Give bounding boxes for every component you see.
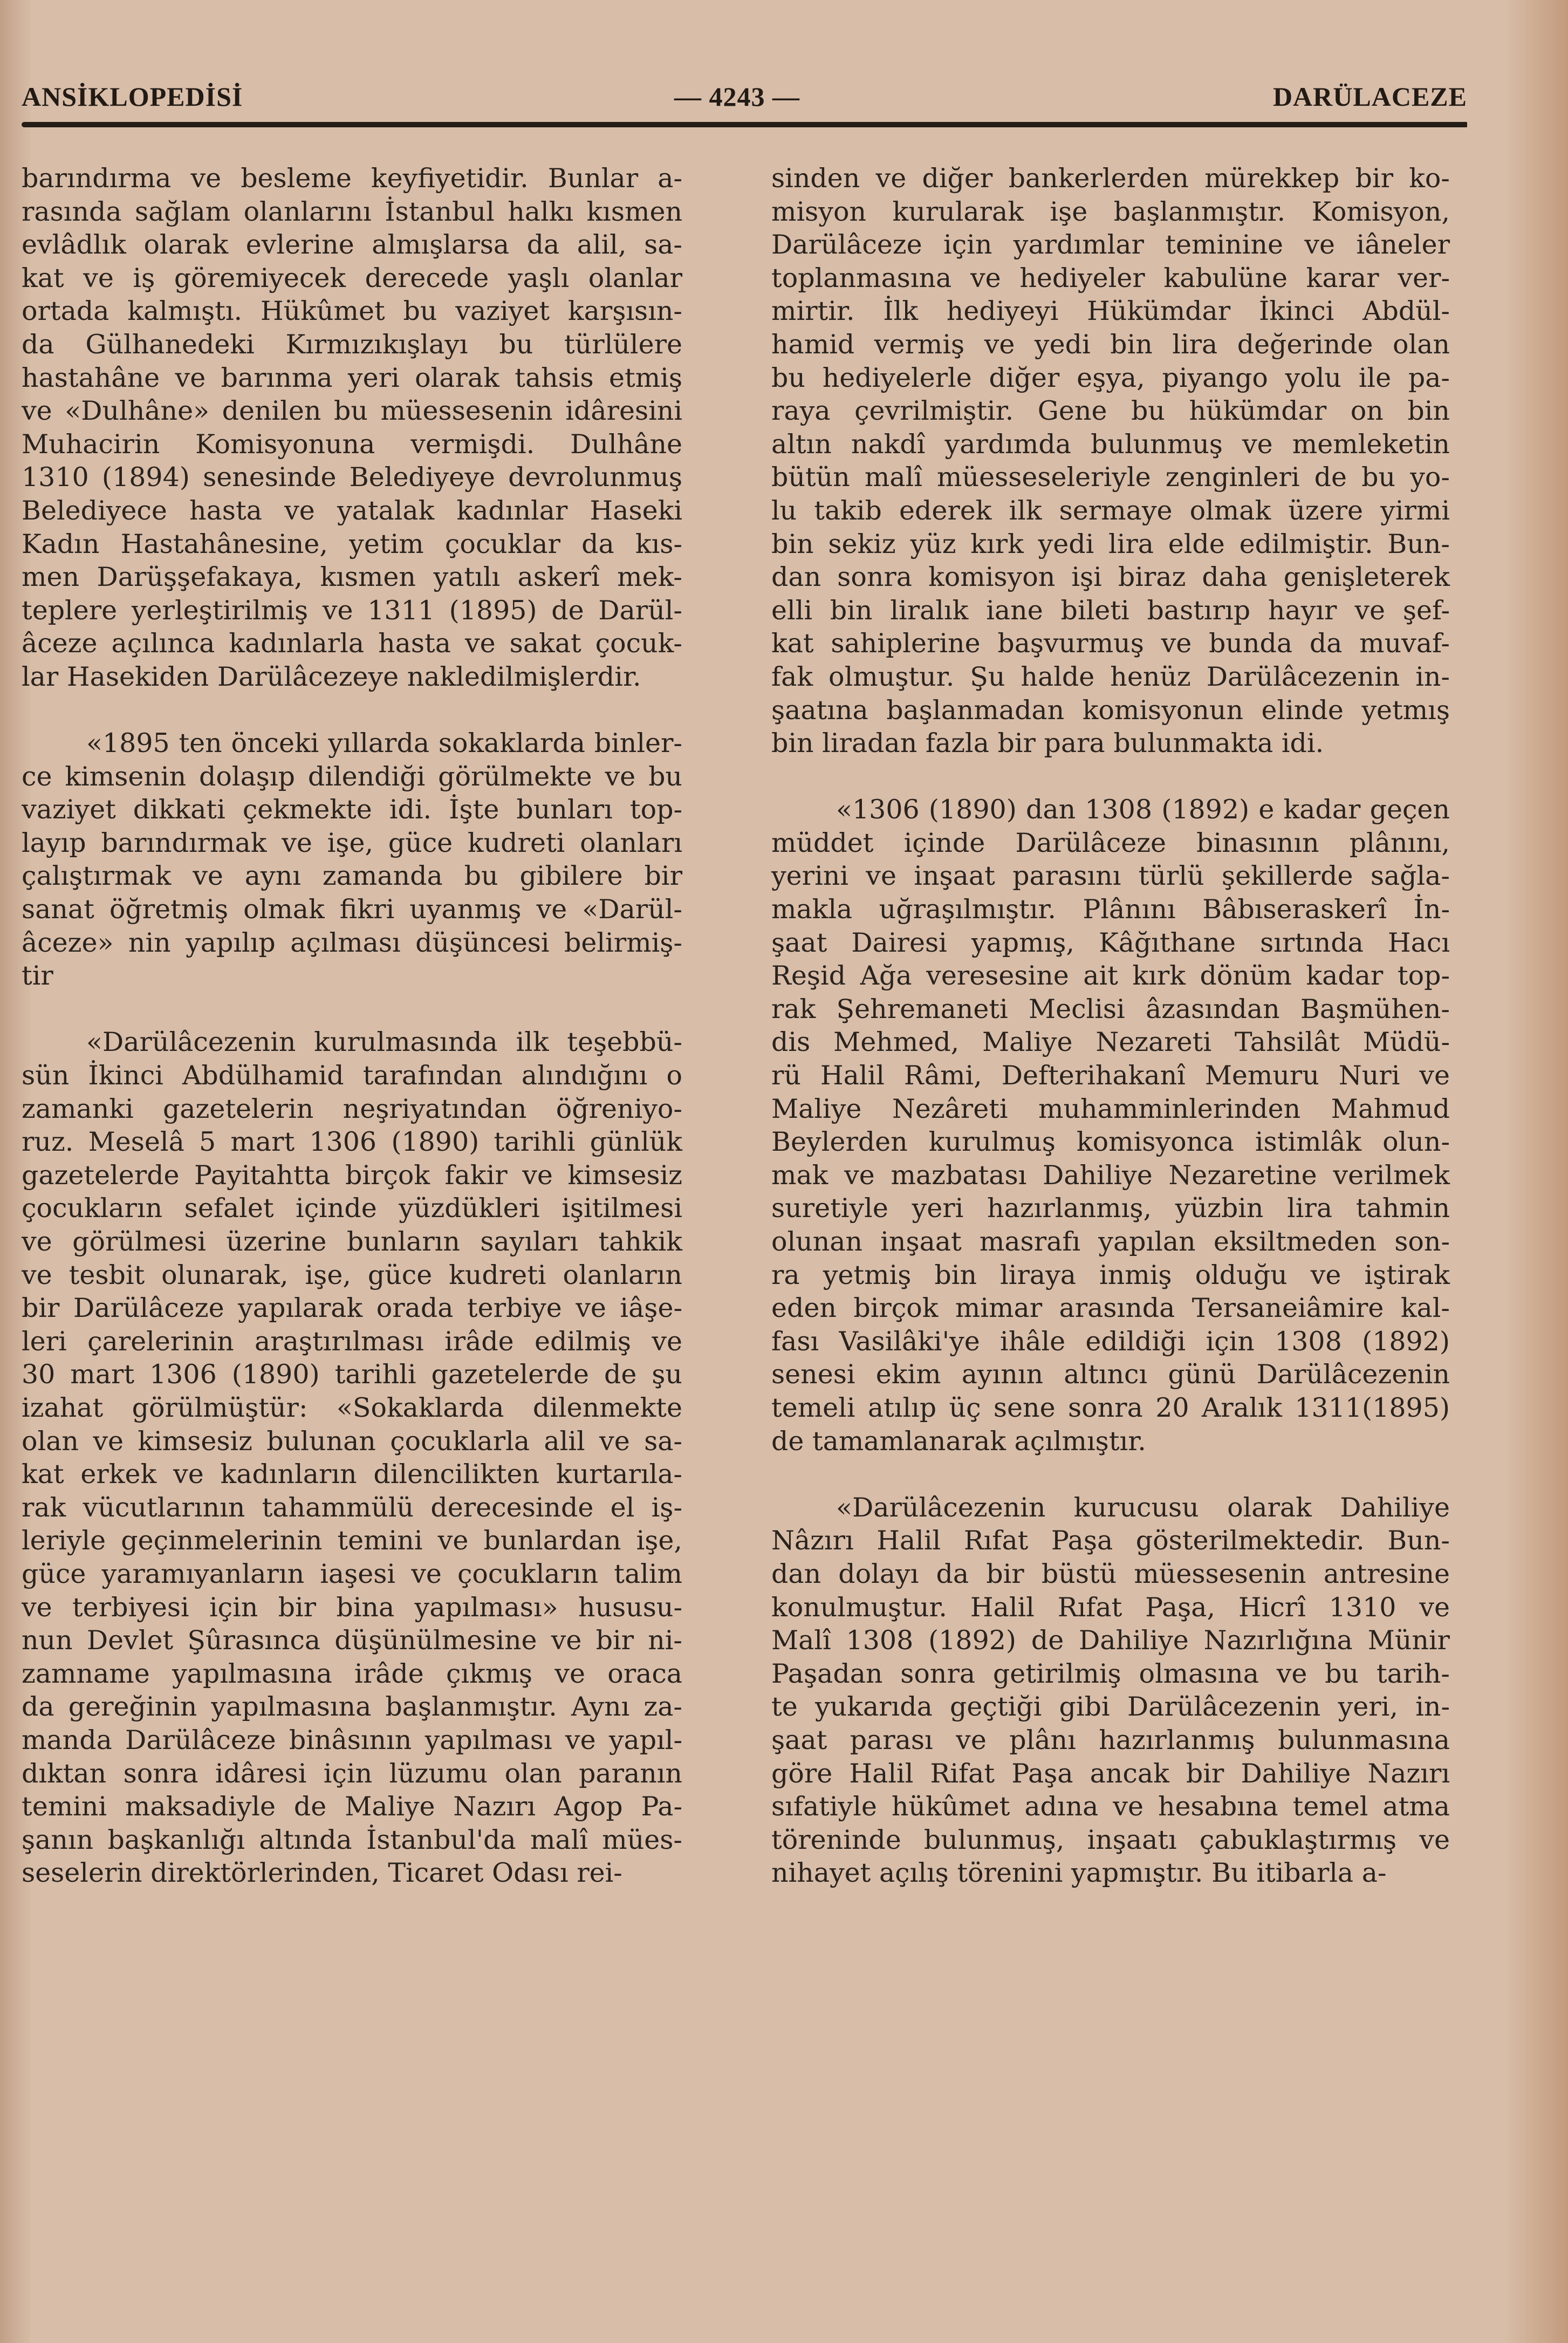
text-line: kat erkek ve kadınların dilencilikten kurtarıla- <box>22 1459 682 1490</box>
text-line: sanat öğretmiş olmak fikri uyanmış ve «Darül- <box>22 894 682 925</box>
text-line: âceze açılınca kadınlarla hasta ve sakat çocuk- <box>22 628 682 659</box>
text-line: şaatına başlanmadan komisyonun elinde yetmış <box>771 694 1450 726</box>
text-line: âceze» nin yapılıp açılması düşüncesi belirmiş- <box>22 927 682 958</box>
text-line: mak ve mazbatası Dahiliye Nezaretine verilmek <box>771 1159 1450 1191</box>
text-line: ruz. Meselâ 5 mart 1306 (1890) tarihli günlük <box>22 1126 682 1158</box>
text-line: da Gülhanedeki Kırmızıkışlayı bu türlülere <box>22 329 682 360</box>
text-line: olan ve kimsesiz bulunan çocuklarla alil ve sa- <box>22 1425 682 1457</box>
text-line: barındırma ve besleme keyfiyetidir. Bunlar a- <box>22 163 682 194</box>
text-line: hastahâne ve barınma yeri olarak tahsis etmiş <box>22 362 682 393</box>
paragraph-gap <box>22 993 682 1026</box>
text-line: ortada kalmıştı. Hükûmet bu vaziyet karşısın- <box>22 296 682 327</box>
left-column <box>22 162 682 1890</box>
text-line: misyon kurularak işe başlanmıştır. Komisyon, <box>771 196 1450 227</box>
text-line: men Darüşşefakaya, kısmen yatılı askerî mek- <box>22 562 682 593</box>
paragraph <box>22 727 682 993</box>
text-line: senesi ekim ayının altıncı günü Darülâcezenin <box>771 1359 1450 1390</box>
text-line: «1895 ten önceki yıllarda sokaklarda binler- <box>86 728 682 759</box>
text-line: ve tesbit olunarak, işe, güce kudreti olanların <box>22 1259 682 1290</box>
text-line: zamname yapılmasına irâde çıkmış ve oraca <box>22 1658 682 1689</box>
text-line: dan dolayı da bir büstü müessesenin antresine <box>771 1558 1450 1589</box>
text-line: güce yaramıyanların iaşesi ve çocukların talim <box>22 1558 682 1589</box>
text-line: «1306 (1890) dan 1308 (1892) e kadar geçen <box>836 794 1450 825</box>
text-line: evlâdlık olarak evlerine almışlarsa da alil, sa- <box>22 229 682 261</box>
text-line: manda Darülâceze binâsının yapılması ve yapıl- <box>22 1724 682 1755</box>
running-header <box>22 81 1467 140</box>
text-line: töreninde bulunmuş, inşaatı çabuklaştırmış ve <box>771 1824 1450 1855</box>
text-line: lar Hasekiden Darülâcezeye nakledilmişlerdir. <box>22 661 641 692</box>
page-number: — 4243 — <box>674 81 800 112</box>
text-line: layıp barındırmak ve işe, güce kudreti olanları <box>22 827 682 858</box>
text-line: ce kimsenin dolaşıp dilendiği görülmekte ve bu <box>22 761 682 792</box>
text-line: temeli atılıp üç sene sonra 20 Aralık 1311(1895) <box>771 1392 1450 1423</box>
text-line: suretiyle yeri hazırlanmış, yüzbin lira tahmin <box>771 1193 1450 1224</box>
paragraph <box>22 162 682 694</box>
text-line: kat sahiplerine başvurmuş ve bunda da muvaf- <box>771 628 1450 659</box>
text-line: seselerin direktörlerinden, Ticaret Odası rei- <box>22 1857 622 1889</box>
text-line: bu hediyelerle diğer eşya, piyango yolu ile pa- <box>771 362 1450 393</box>
text-line: altın nakdî yardımda bulunmuş ve memleketin <box>771 428 1450 460</box>
text-line: leriyle geçinmelerinin temini ve bunlardan işe, <box>22 1525 682 1556</box>
text-line: şaat Dairesi yapmış, Kâğıthane sırtında Hacı <box>771 927 1450 958</box>
text-line: ra yetmiş bin liraya inmiş olduğu ve iştirak <box>771 1259 1450 1290</box>
text-line: Malî 1308 (1892) de Dahiliye Nazırlığına Münir <box>771 1625 1450 1656</box>
text-line: göre Halil Rifat Paşa ancak bir Dahiliye Nazırı <box>771 1758 1450 1789</box>
text-line: bin sekiz yüz kırk yedi lira elde edilmiştir. Bun- <box>771 528 1450 559</box>
text-line: çalıştırmak ve aynı zamanda bu gibilere bir <box>22 860 682 892</box>
text-line: toplanmasına ve hediyeler kabulüne karar ver- <box>771 262 1450 293</box>
text-line: Reşid Ağa veresesine ait kırk dönüm kadar top- <box>771 960 1450 992</box>
header-title-right: DARÜLACEZE <box>1272 81 1467 112</box>
text-line: şanın başkanlığı altında İstanbul'da malî mües- <box>22 1824 682 1855</box>
text-line: ve «Dulhâne» denilen bu müessesenin idâresini <box>22 395 682 427</box>
text-line: müddet içinde Darülâceze binasının plânını, <box>771 827 1450 858</box>
paragraph <box>771 162 1450 760</box>
text-line: Paşadan sonra getirilmiş olmasına ve bu tarih- <box>771 1658 1450 1689</box>
text-line: bin liradan fazla bir para bulunmakta idi. <box>771 728 1324 759</box>
text-line: vaziyet dikkati çekmekte idi. İşte bunları top- <box>22 794 682 825</box>
text-line: Nâzırı Halil Rıfat Paşa gösterilmektedir. Bun- <box>771 1525 1450 1556</box>
text-line: Kadın Hastahânesine, yetim çocuklar da kıs- <box>22 528 682 559</box>
text-line: bütün malî müesseseleriyle zenginleri de bu yo- <box>771 462 1450 493</box>
text-line: mirtir. İlk hediyeyi Hükümdar İkinci Abdül- <box>771 296 1450 327</box>
text-line: rak Şehremaneti Meclisi âzasından Başmühen- <box>771 993 1450 1024</box>
text-line: Darülâceze için yardımlar teminine ve iâneler <box>771 229 1450 261</box>
text-line: fası Vasilâki'ye ihâle edildiği için 1308 (1892) <box>771 1326 1450 1357</box>
text-line: Muhacirin Komisyonuna vermişdi. Dulhâne <box>22 428 682 460</box>
text-line: te yukarıda geçtiği gibi Darülâcezenin yeri, in- <box>771 1691 1450 1723</box>
text-line: nun Devlet Şûrasınca düşünülmesine ve bir ni- <box>22 1625 682 1656</box>
text-line: ve terbiyesi için bir bina yapılması» hususu- <box>22 1591 682 1623</box>
text-line: sün İkinci Abdülhamid tarafından alındığını o <box>22 1060 682 1091</box>
text-line: elli bin liralık iane bileti bastırıp hayır ve şef- <box>771 595 1450 626</box>
text-line: konulmuştur. Halil Rıfat Paşa, Hicrî 1310 ve <box>771 1591 1450 1623</box>
text-line: temini maksadiyle de Maliye Nazırı Agop Pa- <box>22 1791 682 1822</box>
text-line: dan sonra komisyon işi biraz daha genişleterek <box>771 562 1450 593</box>
text-line: de tamamlanarak açılmıştır. <box>771 1425 1146 1457</box>
text-line: dıktan sonra idâresi için lüzumu olan paranın <box>22 1758 682 1789</box>
text-line: eden birçok mimar arasında Tersaneiâmire kal- <box>771 1293 1450 1324</box>
text-line: hamid vermiş ve yedi bin lira değerinde olan <box>771 329 1450 360</box>
text-line: sinden ve diğer bankerlerden mürekkep bir ko- <box>771 163 1450 194</box>
header-rule <box>22 122 1467 127</box>
paragraph <box>22 1026 682 1889</box>
header-title-left: ANSİKLOPEDİSİ <box>22 81 243 112</box>
paragraph-gap <box>771 760 1450 794</box>
text-line: çocukların sefalet içinde yüzdükleri işitilmesi <box>22 1193 682 1224</box>
text-line: olunan inşaat masrafı yapılan eksiltmeden son- <box>771 1226 1450 1257</box>
text-line: izahat görülmüştür: «Sokaklarda dilenmekte <box>22 1392 682 1423</box>
text-line: «Darülâcezenin kurucusu olarak Dahiliye <box>836 1492 1450 1523</box>
text-line: yerini ve inşaat parasını türlü şekillerde sağla- <box>771 860 1450 892</box>
text-line: fak olmuştur. Şu halde henüz Darülâcezenin in- <box>771 661 1450 692</box>
text-line: lu takib ederek ilk sermaye olmak üzere yirmi <box>771 495 1450 526</box>
text-line: leri çarelerinin araştırılması irâde edilmiş ve <box>22 1326 682 1357</box>
text-line: ve görülmesi üzerine bunların sayıları tahkik <box>22 1226 682 1257</box>
text-line: makla uğraşılmıştır. Plânını Bâbıseraskerî İn- <box>771 894 1450 925</box>
text-line: Belediyece hasta ve yatalak kadınlar Haseki <box>22 495 682 526</box>
paragraph-gap <box>22 694 682 727</box>
text-line: rasında sağlam olanlarını İstanbul halkı kısmen <box>22 196 682 227</box>
text-line: sıfatiyle hükûmet adına ve hesabına temel atma <box>771 1791 1450 1822</box>
paragraph <box>771 1491 1450 1890</box>
text-line: 1310 (1894) senesinde Belediyeye devrolunmuş <box>22 462 682 493</box>
text-line: Beylerden kurulmuş komisyonca istimlâk olun- <box>771 1126 1450 1158</box>
text-line: raya çevrilmiştir. Gene bu hükümdar on bin <box>771 395 1450 427</box>
text-line: gazetelerde Payitahtta birçok fakir ve kimsesiz <box>22 1159 682 1191</box>
text-line: tir <box>22 960 53 992</box>
text-line: şaat parası ve plânı hazırlanmış bulunmasına <box>771 1724 1450 1755</box>
paragraph <box>771 793 1450 1458</box>
text-line: dis Mehmed, Maliye Nezareti Tahsilât Müdü- <box>771 1027 1450 1058</box>
text-line: «Darülâcezenin kurulmasında ilk teşebbü- <box>86 1027 682 1058</box>
text-line: Maliye Nezâreti muhamminlerinden Mahmud <box>771 1093 1450 1124</box>
text-line: rak vücutlarının tahammülü derecesinde el iş- <box>22 1492 682 1523</box>
text-line: 30 mart 1306 (1890) tarihli gazetelerde de şu <box>22 1359 682 1390</box>
text-line: rü Halil Râmi, Defterihakanî Memuru Nuri ve <box>771 1060 1450 1091</box>
text-line: nihayet açılış törenini yapmıştır. Bu itibarla a- <box>771 1857 1387 1889</box>
text-line: da gereğinin yapılmasına başlanmıştır. Aynı za- <box>22 1691 682 1723</box>
text-line: zamanki gazetelerin neşriyatından öğreniyo- <box>22 1093 682 1124</box>
text-line: kat ve iş göremiyecek derecede yaşlı olanlar <box>22 262 682 293</box>
paragraph-gap <box>771 1458 1450 1491</box>
text-line: bir Darülâceze yapılarak orada terbiye ve iâşe- <box>22 1293 682 1324</box>
text-line: teplere yerleştirilmiş ve 1311 (1895) de Darül- <box>22 595 682 626</box>
right-column <box>771 162 1450 1890</box>
